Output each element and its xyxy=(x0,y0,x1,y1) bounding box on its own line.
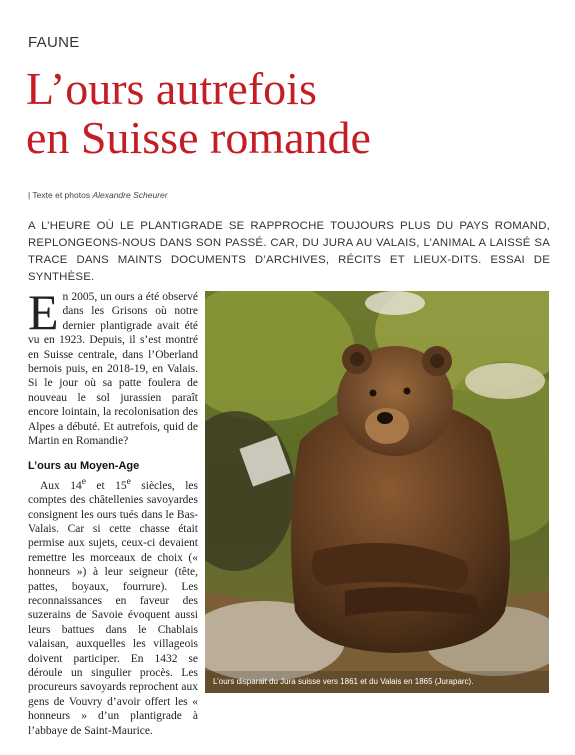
article-title xyxy=(26,64,556,162)
para-text-a: Aux 14 xyxy=(40,479,82,492)
section-label: FAUNE xyxy=(28,34,80,51)
superscript-e-2: e xyxy=(126,475,131,487)
drop-cap: E xyxy=(28,284,59,340)
byline-prefix: | Texte et photos xyxy=(28,190,93,200)
intro-text: n 2005, un ours a été observé dans les Grisons où notre dernier plantigrade avait été vu en 1923. Depuis, il s’est montré en Suisse centrale, dans l’Oberland bernois puis, en 2018-19, en Valais. Si le jour où sa patte foulera de nouveau le sol jurassien paraît encore lointain, la recolonisation des Alpes a débuté. Et autrefois, quid de Martin en Romandie? xyxy=(28,291,198,448)
subheading: L’ours au Moyen-Age xyxy=(28,460,140,473)
para-text-b: et 15 xyxy=(85,479,127,492)
intro-paragraph xyxy=(28,284,198,448)
bear-photo xyxy=(205,291,549,693)
para-text-c: siècles, les comptes des châtellenies savoyardes consignent les ours tués dans le Bas-Valais. Car si cette chasse était permise aux sujets, ceux-ci devaient remettre les morceaux de choix (« honneurs ») à leur seigneur (tête, pattes, boyaux, fourrure). Les reconnaissances en faveur des suzerains de Savoie évoquent aussi leurs battues dans le Chablais valaisan, auxquelles les villageois doivent participer. En 1432 se déroule un singulier procès. Les procureurs savoyards reprochent aux gens de Vouvry d’avoir offert les « honneurs » d’un plantigrade à l’abbaye de Saint-Maurice. xyxy=(28,479,198,737)
body-column xyxy=(28,284,198,738)
superscript-e-1: e xyxy=(81,475,86,487)
byline xyxy=(28,190,168,200)
title-line-1: L’ours autrefois xyxy=(26,63,317,114)
photo-caption: L’ours disparait du Jura suisse vers 1861 et du Valais en 1865 (Juraparc). xyxy=(205,671,549,693)
body-paragraph xyxy=(28,475,198,738)
bear-illustration xyxy=(205,291,549,693)
title-line-2: en Suisse romande xyxy=(26,112,371,163)
lead-paragraph: A L’HEURE OÙ LE PLANTIGRADE SE RAPPROCHE TOUJOURS PLUS DU PAYS ROMAND, REPLONGEONS-NOUS DANS SON PASSÉ. CAR, DU JURA AU VALAIS, L’ANIMAL A LAISSÉ SA TRACE DANS MAINTS DOCUMENTS D’ARCHIVES, RÉCITS ET LIEUX-DITS. ESSAI DE SYNTHÈSE. xyxy=(28,220,550,283)
byline-author: Alexandre Scheurer xyxy=(92,190,168,200)
